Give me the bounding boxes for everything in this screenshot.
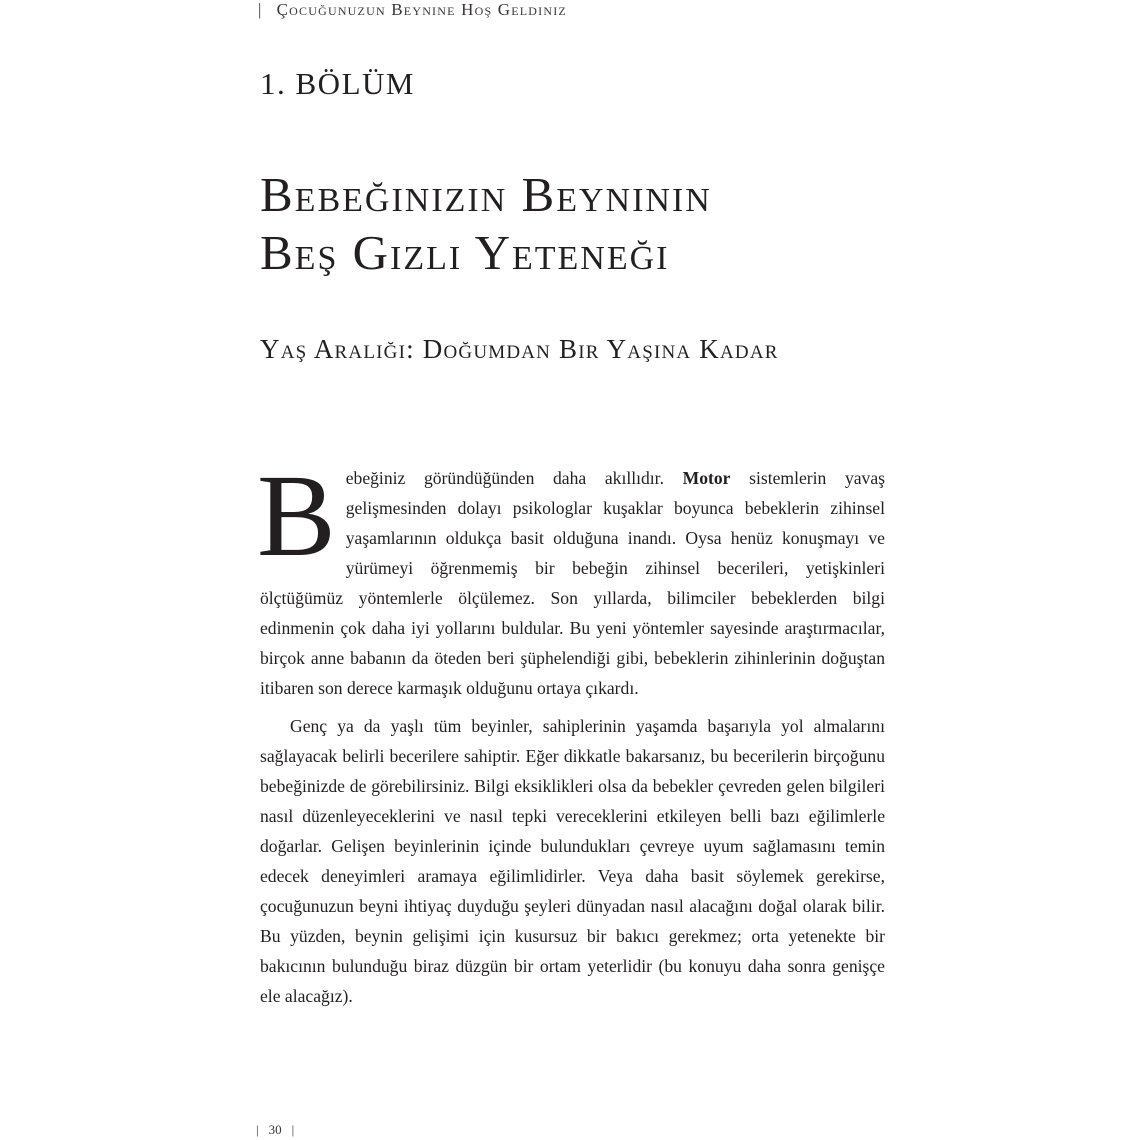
running-title: Çocuğunuzun Beynine Hoş Geldiniz bbox=[276, 0, 567, 19]
page-footer bbox=[256, 1122, 294, 1138]
page-number: 30 bbox=[268, 1122, 282, 1137]
chapter-title bbox=[260, 166, 900, 282]
paragraph-2: Genç ya da yaşlı tüm beyinler, sahiplerinin yaşamda başarıyla yol almalarını sağlayacak belirli becerilere sahiptir. Eğer dikkatle bakarsanız, bu becerilerin birçoğunu bebeğinizde de görebilirsiniz. Bilgi eksiklikleri olsa da bebekler çevreden gelen bilgileri nasıl düzenleyeceklerini ve nasıl tepki vereceklerini etkileyen belli bazı eğilimlerle doğarlar. Gelişen beyinlerinin içinde bulundukları çevreye uyum sağlamasını temin edecek deneyimleri aramaya eğilimlidirler. Veya daha basit söylemek gerekirse, çocuğunuzun beyni ihtiyaç duyduğu şeyleri dünyadan nasıl alacağını doğal olarak bilir. Bu yüzden, beynin gelişimi için kusursuz bir bakıcı gerekmez; orta yetenekte bir bakıcının bulunduğu biraz düzgün bir ortam yeterlidir (bu konuyu daha sonra genişçe ele alacağız). bbox=[260, 716, 885, 1006]
paragraph-1-start: ebeğiniz göründüğünden daha akıllıdır. bbox=[345, 468, 683, 488]
chapter-label: 1. BÖLÜM bbox=[260, 66, 415, 101]
chapter-title-line-1: Bebeğinizin Beyninin bbox=[260, 167, 712, 222]
bold-term: Motor bbox=[682, 468, 731, 488]
paragraph-1-rest: sistemlerin yavaş gelişmesinden dolayı psikologlar kuşaklar boyunca bebeklerin zihinsel yaşamlarının oldukça basit olduğuna inandı. Oysa henüz konuşmayı ve yürümeyi öğrenmemiş bir bebeğin zihinsel becerileri, yetişkinleri ölçtüğümüz yöntemlerle ölçülemez. Son yıllarda, bilimciler bebeklerden bilgi edinmenin çok daha iyi yollarını buldular. Bu yeni yöntemler sayesinde araştırmacılar, birçok anne babanın da öteden beri şüphelendiği gibi, bebeklerin zihinlerinin doğuştan itibaren son derece karmaşık olduğunu ortaya çıkardı. bbox=[260, 468, 886, 698]
age-range-subtitle: Yaş Aralığı: Doğumdan Bir Yaşına Kadar bbox=[260, 334, 779, 364]
body-text bbox=[257, 450, 886, 1011]
footer-left-bar: | bbox=[256, 1122, 259, 1137]
running-header bbox=[258, 0, 567, 20]
drop-cap: B bbox=[257, 450, 336, 581]
paragraph-1 bbox=[257, 450, 886, 703]
chapter-title-line-2: Beş Gizli Yeteneği bbox=[260, 225, 670, 280]
header-separator: | bbox=[258, 0, 263, 19]
footer-right-bar: | bbox=[291, 1122, 295, 1137]
